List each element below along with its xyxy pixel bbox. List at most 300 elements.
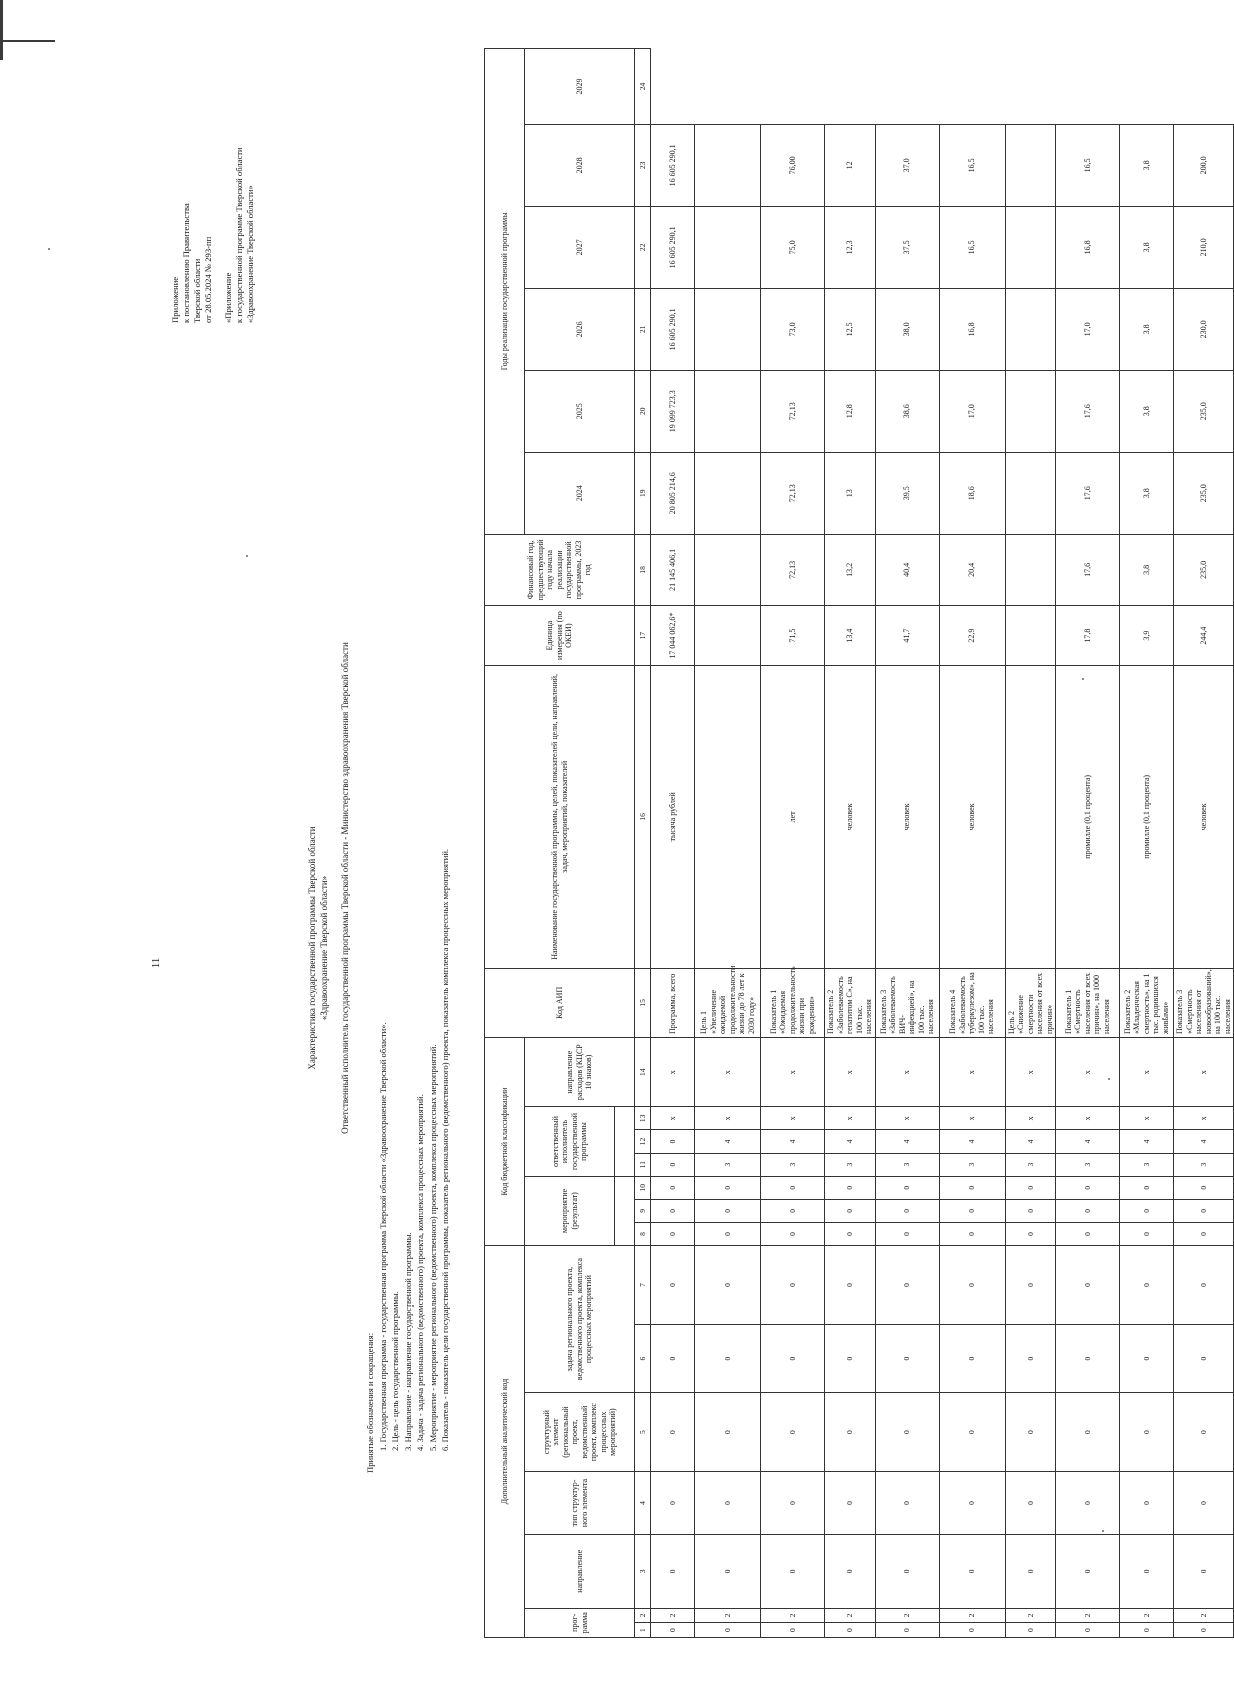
year-value-cell: 16 605 290,1 <box>651 206 695 288</box>
code-digit: 0 <box>1056 1222 1120 1245</box>
code-digit: 0 <box>1120 1623 1174 1638</box>
code-digit: 4 <box>1056 1130 1120 1153</box>
code-digit: 0 <box>939 1199 1005 1222</box>
year-value-cell: 3,8 <box>1120 452 1174 534</box>
column-number: 11 <box>635 1153 651 1176</box>
year-value-cell: 3,8 <box>1120 124 1174 206</box>
column-number: 15 <box>635 968 651 1037</box>
year-value-cell: 40,4 <box>875 534 939 605</box>
code-digit: 0 <box>1174 1535 1234 1609</box>
code-digit: 0 <box>1174 1623 1234 1638</box>
code-digit: 0 <box>825 1199 876 1222</box>
code-digit: 0 <box>651 1393 695 1472</box>
code-digit: 0 <box>761 1472 825 1535</box>
code-digit: 0 <box>695 1324 761 1392</box>
column-number: 14 <box>635 1038 651 1107</box>
year-value-cell: 3,8 <box>1120 288 1174 370</box>
column-number: 12 <box>635 1130 651 1153</box>
year-value-cell: 12,5 <box>825 288 876 370</box>
name-cell: Показатель 2 «Младенческая смертность», на 1 тыс. родившихся живыми» <box>1120 968 1174 1037</box>
code-digit: 0 <box>825 1393 876 1472</box>
code-digit: 0 <box>875 1623 939 1638</box>
code-digit: 0 <box>1056 1199 1120 1222</box>
header-direction: направление <box>525 1535 635 1609</box>
name-cell: Показатель 1 «Смертность населения от всех причин», на 1000 населения <box>1056 968 1120 1037</box>
code-digit: 0 <box>651 1199 695 1222</box>
name-cell: Показатель 2 «Заболеваемость гепатитом С», на 100 тыс. населения <box>825 968 876 1037</box>
year-value-cell: 75,0 <box>761 206 825 288</box>
unit-cell: тысяча рублей <box>651 666 695 969</box>
header-aip-code: Код АИП <box>485 968 635 1037</box>
unit-cell: промилле (0,1 процента) <box>1120 666 1174 969</box>
code-digit: 0 <box>761 1176 825 1199</box>
year-value-cell: 73,0 <box>761 288 825 370</box>
code-digit: 0 <box>875 1199 939 1222</box>
code-digit: 0 <box>1005 1472 1056 1535</box>
code-digit: 0 <box>1005 1393 1056 1472</box>
year-value-cell <box>1005 288 1056 370</box>
code-digit: 0 <box>761 1246 825 1325</box>
year-value-cell: 230,0 <box>1174 288 1234 370</box>
header-event: мероприятие (результат) <box>525 1176 615 1245</box>
year-value-cell <box>695 288 761 370</box>
code-digit: 4 <box>875 1130 939 1153</box>
approval-line: от 28.05.2024 № 293-пп <box>203 236 213 323</box>
year-value-cell: 16,5 <box>939 124 1005 206</box>
code-digit: 0 <box>825 1535 876 1609</box>
code-digit: 0 <box>651 1153 695 1176</box>
code-digit: 0 <box>1174 1176 1234 1199</box>
code-digit: 0 <box>825 1472 876 1535</box>
year-value-cell: 13 <box>825 452 876 534</box>
abbreviations-block <box>364 423 452 1473</box>
expense-direction-cell: х <box>875 1107 939 1130</box>
code-digit: 0 <box>651 1472 695 1535</box>
approval-line: Тверской области <box>192 258 202 323</box>
code-digit: 0 <box>825 1222 876 1245</box>
expense-direction-cell: х <box>939 1107 1005 1130</box>
code-digit: 0 <box>1174 1324 1234 1392</box>
responsible-executor: Ответственный исполнитель государственной программы Тверской области - Министерство здравоохранения Тверской области <box>340 642 350 1134</box>
year-value-cell: 12,3 <box>825 206 876 288</box>
code-digit: 0 <box>1174 1472 1234 1535</box>
code-digit: 0 <box>761 1535 825 1609</box>
aip-cell: х <box>825 1038 876 1107</box>
year-value-cell: 37,0 <box>875 124 939 206</box>
year-value-cell <box>1005 534 1056 605</box>
approval-line: к постановлению Правительства <box>181 203 191 323</box>
base-year-cell: 71,5 <box>761 606 825 666</box>
code-digit: 3 <box>761 1153 825 1176</box>
approval-line: «Приложение <box>223 272 233 323</box>
column-number: 13 <box>635 1107 651 1130</box>
table-row <box>1174 49 1234 1638</box>
name-cell: Показатель 4 «Заболеваемость туберкулезом», на 100 тыс. населения <box>939 968 1005 1037</box>
year-value-cell: 3,8 <box>1120 534 1174 605</box>
title-line: «Здравоохранение Тверской области» <box>319 875 329 1021</box>
code-digit: 2 <box>939 1608 1005 1623</box>
code-digit: 0 <box>875 1246 939 1325</box>
code-digit: 0 <box>761 1222 825 1245</box>
year-value-cell: 21 145 406,1 <box>651 534 695 605</box>
code-digit: 0 <box>1005 1176 1056 1199</box>
column-number: 10 <box>635 1176 651 1199</box>
column-number: 20 <box>635 370 651 452</box>
year-value-cell: 19 099 723,3 <box>651 370 695 452</box>
header-structural-element: структурный элемент (региональный проект, ведомственный проект, комплекс процессных мероприятий) <box>525 1393 635 1472</box>
abbreviation-item: 1. Государственная программа - государственная программа Тверской области «Здравоохранение Тверской области». <box>377 1022 388 1451</box>
year-value-cell: 12 <box>825 124 876 206</box>
year-header: 2029 <box>525 49 635 125</box>
expense-direction-cell: х <box>1120 1107 1174 1130</box>
year-header: 2025 <box>525 370 635 452</box>
code-digit: 0 <box>1005 1222 1056 1245</box>
year-header: 2027 <box>525 206 635 288</box>
code-digit: 4 <box>1005 1130 1056 1153</box>
column-number: 21 <box>635 288 651 370</box>
approval-line: к государственной программе Тверской области <box>234 147 244 323</box>
base-year-cell: 41,7 <box>875 606 939 666</box>
column-number: 18 <box>635 534 651 605</box>
column-number: 19 <box>635 452 651 534</box>
code-digit: 0 <box>1005 1246 1056 1325</box>
year-header: 2028 <box>525 124 635 206</box>
name-cell: Цель 1 «Увеличение ожидаемой продолжительности жизни до 78 лет к 2030 году» <box>695 968 761 1037</box>
code-digit: 0 <box>695 1199 761 1222</box>
code-digit: 2 <box>651 1608 695 1623</box>
aip-cell: х <box>1056 1038 1120 1107</box>
year-value-cell: 72,13 <box>761 452 825 534</box>
code-digit: 0 <box>1005 1623 1056 1638</box>
column-number: 7 <box>635 1246 651 1325</box>
code-digit: 3 <box>1174 1153 1234 1176</box>
approval-line: «Здравоохранение Тверской области» <box>245 185 255 323</box>
unit-cell: человек <box>1174 666 1234 969</box>
code-digit: 0 <box>939 1222 1005 1245</box>
code-digit: 2 <box>1005 1608 1056 1623</box>
code-digit: 0 <box>939 1623 1005 1638</box>
base-year-cell: 22,9 <box>939 606 1005 666</box>
column-number: 16 <box>635 666 651 969</box>
year-header: 2024 <box>525 452 635 534</box>
header-program: прог-рамма <box>525 1608 635 1637</box>
name-cell: Программа, всего <box>651 968 695 1037</box>
code-digit: 0 <box>695 1535 761 1609</box>
name-cell: Показатель 1 «Ожидаемая продолжительность жизни при рождении» <box>761 968 825 1037</box>
code-digit: 0 <box>1120 1222 1174 1245</box>
year-value-cell: 72,13 <box>761 370 825 452</box>
aip-cell: х <box>875 1038 939 1107</box>
unit-cell <box>695 666 761 969</box>
code-digit: 0 <box>651 1222 695 1245</box>
year-value-cell: 200,0 <box>1174 124 1234 206</box>
year-value-cell: 17,6 <box>1056 370 1120 452</box>
header-task: задача регионального проекта, ведомственного проекта, комплекса процессных мероприятий <box>525 1246 635 1393</box>
expense-direction-cell: х <box>1005 1107 1056 1130</box>
year-value-cell: 17,6 <box>1056 534 1120 605</box>
column-number: 8 <box>635 1222 651 1245</box>
unit-cell: лет <box>761 666 825 969</box>
code-digit: 0 <box>875 1176 939 1199</box>
year-value-cell: 17,0 <box>1056 288 1120 370</box>
code-digit: 2 <box>875 1608 939 1623</box>
code-digit: 2 <box>695 1608 761 1623</box>
code-digit: 0 <box>1056 1623 1120 1638</box>
code-digit: 0 <box>939 1393 1005 1472</box>
aip-cell: х <box>1005 1038 1056 1107</box>
code-digit: 3 <box>1056 1153 1120 1176</box>
year-value-cell: 16,5 <box>1056 124 1120 206</box>
code-digit: 0 <box>761 1623 825 1638</box>
table-row <box>939 49 1005 1638</box>
aip-cell: х <box>1174 1038 1234 1107</box>
document-title <box>306 398 330 1498</box>
aip-cell: х <box>1120 1038 1174 1107</box>
expense-direction-cell: х <box>651 1107 695 1130</box>
column-number: 4 <box>635 1472 651 1535</box>
code-digit: 4 <box>825 1130 876 1153</box>
aip-cell: х <box>761 1038 825 1107</box>
expense-direction-cell: х <box>1174 1107 1234 1130</box>
header-name: Наименование государственной программы, целей, показателей цели, направлений, задач, мероприятий, показателей <box>485 666 635 969</box>
header-element-type: тип структур-ного элемента <box>525 1472 635 1535</box>
base-year-cell: 244,4 <box>1174 606 1234 666</box>
table-row <box>1120 49 1174 1638</box>
base-year-cell <box>695 606 761 666</box>
code-digit: 0 <box>1120 1199 1174 1222</box>
abbreviation-item: 3. Направление - направление государственной программы. <box>402 1232 413 1451</box>
table-row <box>825 49 876 1638</box>
expense-direction-cell: х <box>695 1107 761 1130</box>
unit-cell: промилле (0,1 процента) <box>1056 666 1120 969</box>
year-value-cell: 20 805 214,6 <box>651 452 695 534</box>
code-digit: 2 <box>761 1608 825 1623</box>
year-value-cell: 16,8 <box>1056 206 1120 288</box>
code-digit: 3 <box>939 1153 1005 1176</box>
code-digit: 4 <box>695 1130 761 1153</box>
code-digit: 3 <box>825 1153 876 1176</box>
approval-stamp <box>170 23 256 323</box>
code-digit: 0 <box>651 1176 695 1199</box>
code-digit: 0 <box>1056 1393 1120 1472</box>
code-digit: 0 <box>875 1393 939 1472</box>
year-value-cell: 38,0 <box>875 288 939 370</box>
code-digit: 3 <box>1005 1153 1056 1176</box>
unit-cell: человек <box>875 666 939 969</box>
code-digit: 0 <box>875 1472 939 1535</box>
code-digit: 0 <box>1120 1324 1174 1392</box>
year-value-cell: 235,0 <box>1174 452 1234 534</box>
header-expense-direction: направление расходов (КЦСР 10 знаков) <box>525 1038 635 1107</box>
unit-cell <box>1005 666 1056 969</box>
year-value-cell: 16 605 290,1 <box>651 124 695 206</box>
code-digit: 0 <box>695 1623 761 1638</box>
year-value-cell: 12,8 <box>825 370 876 452</box>
table-row <box>761 49 825 1638</box>
expense-direction-cell: х <box>1056 1107 1120 1130</box>
name-cell: Показатель 3 «Смертность населения от новообразований», на 100 тыс. населения <box>1174 968 1234 1037</box>
column-number: 24 <box>635 49 651 125</box>
code-digit: 0 <box>1120 1246 1174 1325</box>
code-digit: 0 <box>695 1176 761 1199</box>
year-value-cell <box>1005 124 1056 206</box>
base-year-cell: 17,8 <box>1056 606 1120 666</box>
program-characteristics-table <box>484 48 1234 1638</box>
code-digit: 0 <box>761 1393 825 1472</box>
name-cell: Цель 2 «Снижение смертности населения от всех причин» <box>1005 968 1056 1037</box>
year-value-cell <box>1005 452 1056 534</box>
code-digit: 2 <box>1120 1608 1174 1623</box>
code-digit: 0 <box>939 1535 1005 1609</box>
year-value-cell <box>1005 370 1056 452</box>
code-digit: 0 <box>1120 1176 1174 1199</box>
year-value-cell <box>695 206 761 288</box>
header-budget-code: Код бюджетной классификации <box>485 1038 525 1246</box>
abbreviation-item: 5. Мероприятие - мероприятие регионального (ведомственного) проекта, комплекса процессных мероприятий. <box>427 1044 438 1451</box>
aip-cell: х <box>651 1038 695 1107</box>
code-digit: 0 <box>695 1472 761 1535</box>
column-number: 5 <box>635 1393 651 1472</box>
table-row <box>875 49 939 1638</box>
code-digit: 0 <box>939 1176 1005 1199</box>
year-value-cell: 3,8 <box>1120 370 1174 452</box>
year-value-cell: 20,4 <box>939 534 1005 605</box>
code-digit: 0 <box>1120 1393 1174 1472</box>
code-digit: 0 <box>651 1623 695 1638</box>
column-number: 3 <box>635 1535 651 1609</box>
year-value-cell: 39,5 <box>875 452 939 534</box>
header-responsible: ответственный исполнитель государственной программы <box>525 1107 615 1176</box>
code-digit: 4 <box>761 1130 825 1153</box>
code-digit: 0 <box>1056 1472 1120 1535</box>
year-value-cell: 16,8 <box>939 288 1005 370</box>
table-row <box>695 49 761 1638</box>
header-unit: Единица измерения (по ОКЕИ) <box>485 606 635 666</box>
year-value-cell: 13,2 <box>825 534 876 605</box>
expense-direction-cell: х <box>761 1107 825 1130</box>
table-row <box>1005 49 1056 1638</box>
code-digit: 0 <box>1005 1199 1056 1222</box>
code-digit: 2 <box>1174 1608 1234 1623</box>
base-year-cell: 3,9 <box>1120 606 1174 666</box>
abbreviation-item: 6. Показатель - показатель цели государственной программы, показатель регионального (ведомственного) проекта, показатель комплекса процессных мероприятий. <box>440 848 450 1451</box>
year-value-cell: 76,00 <box>761 124 825 206</box>
header-dop-code: Дополнительный аналитический код <box>485 1246 525 1638</box>
code-digit: 0 <box>1056 1535 1120 1609</box>
code-digit: 0 <box>939 1472 1005 1535</box>
year-value-cell: 3,8 <box>1120 206 1174 288</box>
code-digit: 0 <box>825 1176 876 1199</box>
base-year-cell: 13,4 <box>825 606 876 666</box>
code-digit: 0 <box>651 1535 695 1609</box>
code-digit: 2 <box>825 1608 876 1623</box>
column-number: 6 <box>635 1324 651 1392</box>
code-digit: 0 <box>695 1222 761 1245</box>
code-digit: 0 <box>1005 1535 1056 1609</box>
expense-direction-cell: х <box>825 1107 876 1130</box>
year-value-cell: 16,5 <box>939 206 1005 288</box>
header-base-year: Финансовый год, предшествующий году начала реализации государственной программы, 2023 год <box>485 534 635 605</box>
abbreviation-item: 4. Задача - задача регионального (ведомственного) проекта, комплекса процессных мероприятий. <box>415 1094 425 1451</box>
year-header: 2026 <box>525 288 635 370</box>
name-cell: Показатель 3 «Заболеваемость ВИЧ-инфекцией», на 100 тыс. населения <box>875 968 939 1037</box>
year-value-cell: 37,5 <box>875 206 939 288</box>
abbreviations-header: Принятые обозначения и сокращения: <box>365 1332 375 1473</box>
year-value-cell <box>695 124 761 206</box>
unit-cell: человек <box>825 666 876 969</box>
year-value-cell: 17,6 <box>1056 452 1120 534</box>
year-value-cell <box>1005 206 1056 288</box>
code-digit: 0 <box>1120 1535 1174 1609</box>
code-digit: 4 <box>1120 1130 1174 1153</box>
code-digit: 0 <box>695 1246 761 1325</box>
code-digit: 0 <box>1056 1176 1120 1199</box>
aip-cell: х <box>939 1038 1005 1107</box>
table-row <box>1056 49 1120 1638</box>
year-value-cell <box>695 452 761 534</box>
aip-cell: х <box>695 1038 761 1107</box>
base-year-cell <box>1005 606 1056 666</box>
code-digit: 0 <box>651 1130 695 1153</box>
code-digit: 0 <box>825 1324 876 1392</box>
year-value-cell: 210,0 <box>1174 206 1234 288</box>
column-number: 22 <box>635 206 651 288</box>
column-number: 9 <box>635 1199 651 1222</box>
code-digit: 0 <box>1056 1324 1120 1392</box>
abbreviation-item: 2. Цель - цель государственной программы. <box>390 1291 400 1451</box>
code-digit: 0 <box>1174 1393 1234 1472</box>
code-digit: 4 <box>1174 1130 1234 1153</box>
column-number: 2 <box>635 1608 651 1623</box>
header-years: Годы реализации государственной программы <box>485 49 525 535</box>
code-digit: 0 <box>1005 1324 1056 1392</box>
page-number: 11 <box>150 957 162 969</box>
year-value-cell: 38,6 <box>875 370 939 452</box>
year-value-cell: 18,6 <box>939 452 1005 534</box>
table-row <box>651 49 695 1638</box>
column-number: 23 <box>635 124 651 206</box>
year-value-cell: 16 605 290,1 <box>651 288 695 370</box>
code-digit: 0 <box>761 1324 825 1392</box>
code-digit: 0 <box>875 1535 939 1609</box>
code-digit: 0 <box>939 1246 1005 1325</box>
code-digit: 0 <box>651 1324 695 1392</box>
code-digit: 3 <box>695 1153 761 1176</box>
code-digit: 2 <box>1056 1608 1120 1623</box>
code-digit: 0 <box>651 1246 695 1325</box>
code-digit: 0 <box>875 1324 939 1392</box>
year-value-cell: 235,0 <box>1174 534 1234 605</box>
code-digit: 0 <box>1120 1472 1174 1535</box>
unit-cell: человек <box>939 666 1005 969</box>
code-digit: 3 <box>1120 1153 1174 1176</box>
year-value-cell: 17,0 <box>939 370 1005 452</box>
column-number: 1 <box>635 1623 651 1638</box>
code-digit: 4 <box>939 1130 1005 1153</box>
code-digit: 0 <box>1174 1246 1234 1325</box>
column-number: 17 <box>635 606 651 666</box>
year-value-cell <box>695 534 761 605</box>
approval-line: Приложение <box>170 276 180 323</box>
code-digit: 0 <box>825 1623 876 1638</box>
year-value-cell: 72,13 <box>761 534 825 605</box>
code-digit: 0 <box>825 1246 876 1325</box>
code-digit: 0 <box>1056 1246 1120 1325</box>
code-digit: 3 <box>875 1153 939 1176</box>
code-digit: 0 <box>1174 1199 1234 1222</box>
title-line: Характеристика государственной программы Тверской области <box>307 826 317 1070</box>
year-value-cell <box>695 370 761 452</box>
